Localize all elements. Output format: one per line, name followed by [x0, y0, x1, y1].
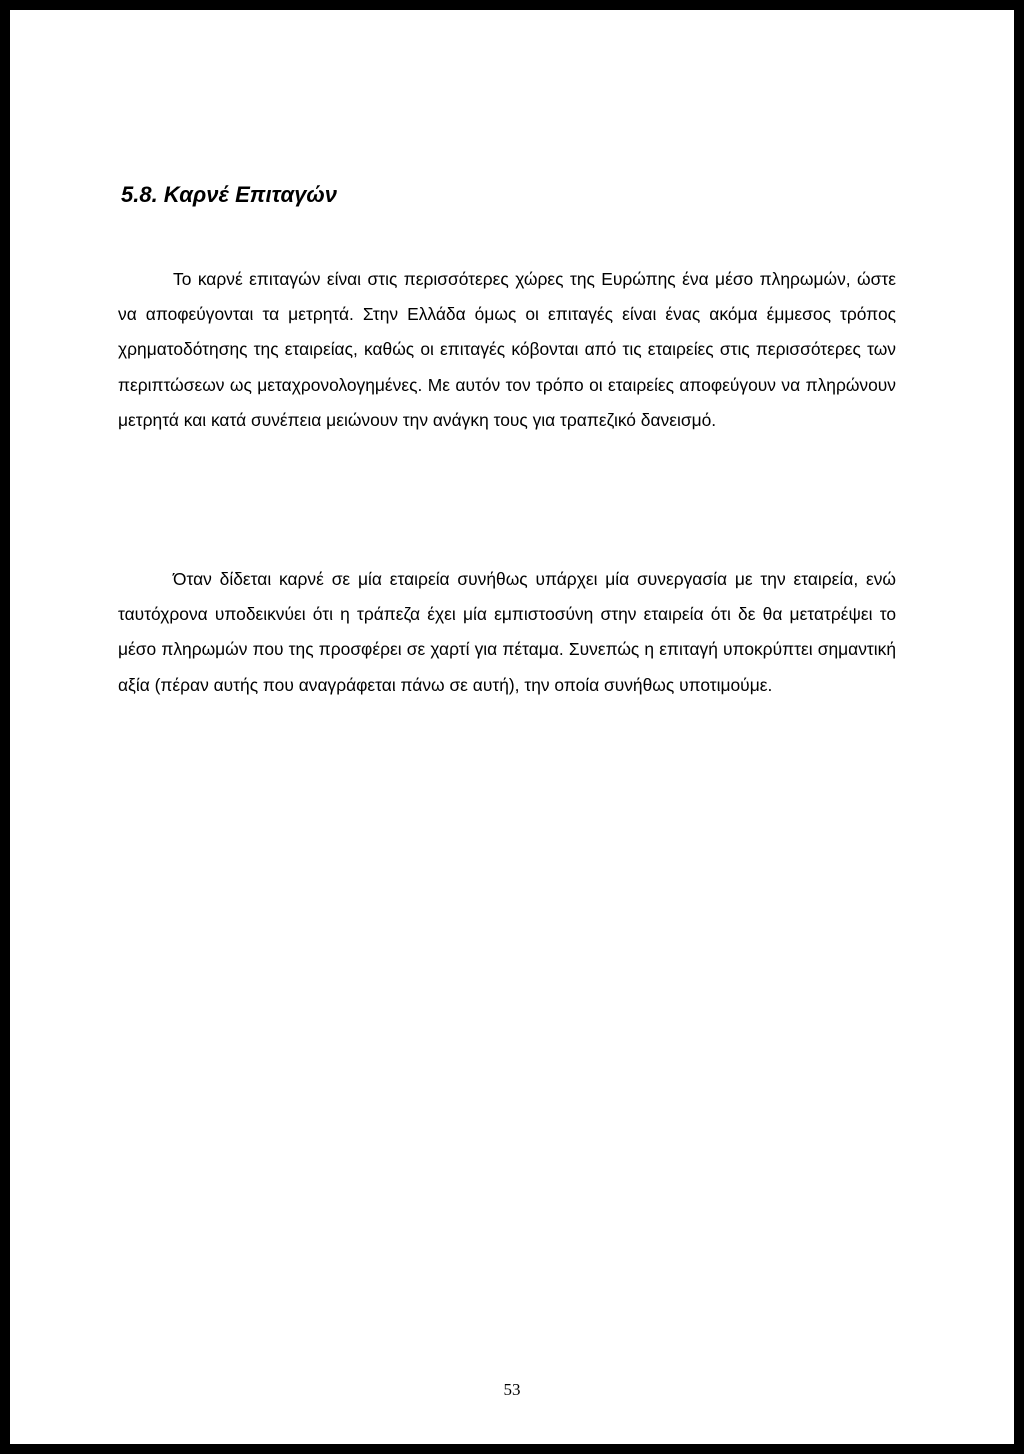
document-page [10, 10, 1014, 1444]
paragraph-2: Όταν δίδεται καρνέ σε μία εταιρεία συνήθως υπάρχει μία συνεργασία με την εταιρεία, ενώ ταυτόχρονα υποδεικνύει ότι η τράπεζα έχει μία εμπιστοσύνη στην εταιρεία ότι δε θα μετατρέψει το μέσο πληρωμών που της προσφέρει σε χαρτί για πέταμα. Συνεπώς η επιταγή υποκρύπτει σημαντική αξία (πέραν αυτής που αναγράφεται πάνω σε αυτή), την οποία συνήθως υποτιμούμε. [118, 569, 896, 695]
paragraph-1: Το καρνέ επιταγών είναι στις περισσότερες χώρες της Ευρώπης ένα μέσο πληρωμών, ώστε να αποφεύγονται τα μετρητά. Στην Ελλάδα όμως οι επιταγές είναι ένας ακόμα έμμεσος τρόπος χρηματοδότησης της εταιρείας, καθώς οι επιταγές κόβονται από τις εταιρείες στις περισσότερες των περιπτώσεων ως μεταχρονολογημένες. Με αυτόν τον τρόπο οι εταιρείες αποφεύγουν να πληρώνουν μετρητά και κατά συνέπεια μειώνουν την ανάγκη τους για τραπεζικό δανεισμό. [118, 269, 896, 430]
page-number: 53 [503, 1380, 521, 1399]
section-heading: 5.8. Καρνέ Επιταγών [121, 182, 338, 207]
